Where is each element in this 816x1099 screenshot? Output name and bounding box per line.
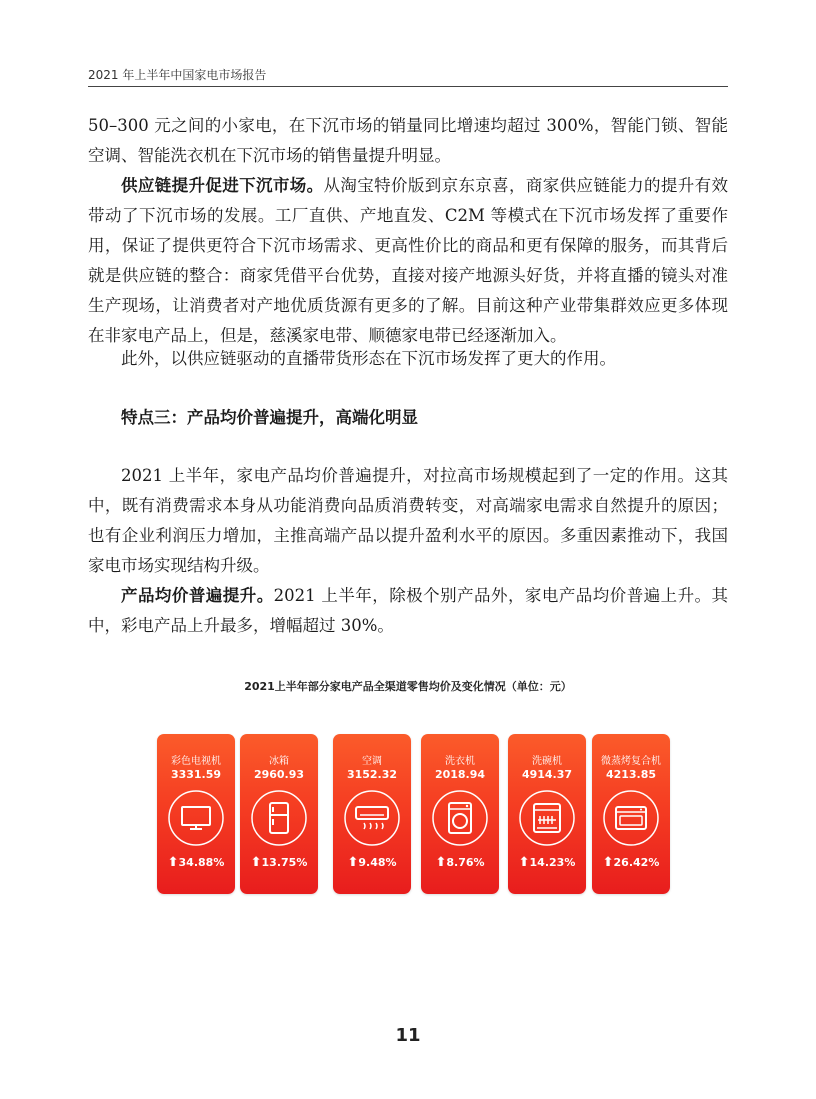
card-air-conditioner (333, 734, 411, 894)
tv-icon (168, 790, 224, 846)
arrow-up-icon: ⬆ (250, 855, 262, 870)
card-refrigerator (240, 734, 318, 894)
paragraph-body-average-price: 2021 上半年，除极个别产品外，家电产品均价普遍上升。其中，彩电产品上升最多，增幅超过 30%。 (88, 586, 728, 635)
card-label: 冰箱 (269, 756, 289, 767)
card-change (333, 855, 411, 870)
section-heading: 特点三：产品均价普遍提升，高端化明显 (121, 408, 418, 427)
card-label: 洗碗机 (532, 756, 562, 767)
card-dishwasher (508, 734, 586, 894)
card-label: 空调 (362, 756, 382, 767)
card-price: 4914.37 (521, 768, 573, 781)
card-change (421, 855, 499, 870)
arrow-up-icon: ⬆ (518, 855, 530, 870)
arrow-up-icon: ⬆ (435, 855, 447, 870)
card-change (592, 855, 670, 870)
washing-machine-icon (432, 790, 488, 846)
card-change-value: 8.76% (446, 856, 485, 869)
paragraph-lead-average-price: 产品均价普遍提升。 (121, 586, 274, 605)
chart-title: 2021上半年部分家电产品全渠道零售均价及变化情况（单位：元） (244, 680, 572, 693)
card-label: 彩色电视机 (171, 756, 221, 767)
dishwasher-icon (519, 790, 575, 846)
card-change (508, 855, 586, 870)
paragraph-price-rise: 2021 上半年，家电产品均价普遍提升，对拉高市场规模起到了一定的作用。这其中，既有消费需求本身从功能消费向品质消费转变，对高端家电需求自然提升的原因；也有企业利润压力增加，主推高端产品以提升盈利水平的原因。多重因素推动下，我国家电市场实现结构升级。 (88, 466, 728, 575)
card-label: 洗衣机 (445, 756, 475, 767)
arrow-up-icon: ⬆ (167, 855, 179, 870)
price-cards (0, 734, 816, 896)
header-divider (88, 86, 728, 87)
card-change (240, 855, 318, 870)
card-price: 4213.85 (605, 768, 657, 781)
paragraph-small-appliances: 50–300 元之间的小家电，在下沉市场的销量同比增速均超过 300%，智能门锁、智能空调、智能洗衣机在下沉市场的销售量提升明显。 (88, 116, 728, 165)
card-tv (157, 734, 235, 894)
card-change-value: 14.23% (529, 856, 576, 869)
refrigerator-icon (251, 790, 307, 846)
microwave-oven-icon (603, 790, 659, 846)
paragraph-lead-supply-chain: 供应链提升促进下沉市场。 (121, 176, 324, 195)
paragraph-body-supply-chain: 从淘宝特价版到京东京喜，商家供应链能力的提升有效带动了下沉市场的发展。工厂直供、产地直发、C2M 等模式在下沉市场发挥了重要作用，保证了提供更符合下沉市场需求、更高性价比的商品和更有保障的服务，而其背后就是供应链的整合：商家凭借平台优势，直接对接产地源头好货，并将直播的镜头对准生产现场，让消费者对产地优质货源有更多的了解。目前这种产业带集群效应更多体现在非家电产品上，但是，慈溪家电带、顺德家电带已经逐渐加入。 (88, 176, 729, 345)
card-change-value: 13.75% (261, 856, 308, 869)
card-price: 3152.32 (346, 768, 398, 781)
card-change-value: 34.88% (178, 856, 225, 869)
arrow-up-icon: ⬆ (347, 855, 359, 870)
card-change-value: 9.48% (358, 856, 397, 869)
running-header: 2021 年上半年中国家电市场报告 (88, 68, 267, 82)
card-washing-machine (421, 734, 499, 894)
card-price: 2018.94 (434, 768, 486, 781)
arrow-up-icon: ⬆ (602, 855, 614, 870)
card-change-value: 26.42% (613, 856, 660, 869)
page-number: 11 (395, 1025, 421, 1046)
card-price: 2960.93 (253, 768, 305, 781)
card-microwave-oven (592, 734, 670, 894)
card-price: 3331.59 (170, 768, 222, 781)
air-conditioner-icon (344, 790, 400, 846)
card-label: 微蒸烤复合机 (601, 756, 661, 767)
paragraph-average-price (88, 581, 728, 641)
paragraph-supply-chain (88, 171, 728, 351)
paragraph-livestream: 此外，以供应链驱动的直播带货形态在下沉市场发挥了更大的作用。 (121, 349, 616, 368)
card-change (157, 855, 235, 870)
